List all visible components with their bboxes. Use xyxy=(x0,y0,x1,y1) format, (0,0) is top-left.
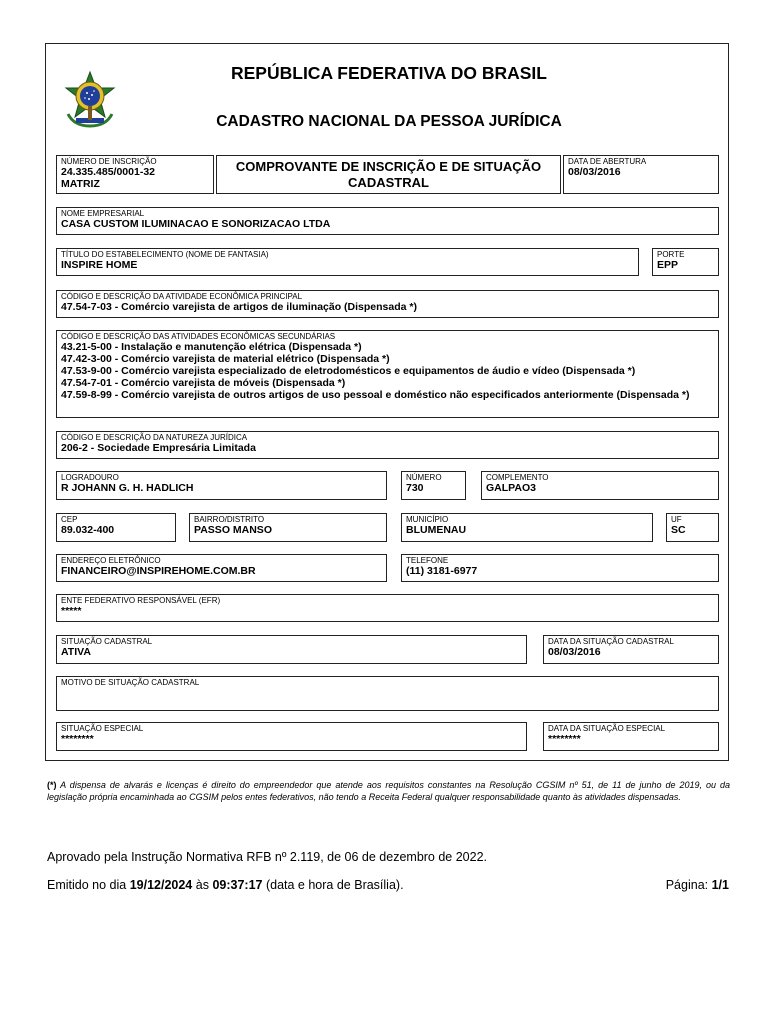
emitido-hora: 09:37:17 xyxy=(212,878,263,892)
atividade-code: 47.54-7-01 xyxy=(61,377,112,389)
abertura-value: 08/03/2016 xyxy=(568,166,621,178)
atividade-code: 47.59-8-99 xyxy=(61,389,112,401)
natureza-juridica-value: 206-2 - Sociedade Empresária Limitada xyxy=(61,442,256,454)
motivo-box xyxy=(56,676,719,711)
bairro-label: BAIRRO/DISTRITO xyxy=(194,515,265,524)
numero-label: NÚMERO xyxy=(406,473,442,482)
municipio-box xyxy=(401,513,653,542)
nome-empresarial-value: CASA CUSTOM ILUMINACAO E SONORIZACAO LTDA xyxy=(61,218,331,230)
page-title: REPÚBLICA FEDERATIVA DO BRASIL xyxy=(231,63,547,83)
nome-empresarial-label: NOME EMPRESARIAL xyxy=(61,209,145,218)
comprovante-title-line1: COMPROVANTE DE INSCRIÇÃO E DE SITUAÇÃO xyxy=(235,159,542,174)
dispensa-note xyxy=(47,780,730,803)
cep-label: CEP xyxy=(61,515,78,524)
pagina-value: 1/1 xyxy=(711,878,729,892)
atividade-desc: Comércio varejista de móveis (Dispensada *) xyxy=(121,377,346,389)
complemento-label: COMPLEMENTO xyxy=(486,473,549,482)
atividade-secundaria-item: 47.53-9-00 - Comércio varejista especializado de eletrodomésticos e equipamentos de áudio e vídeo (Dispensada *) xyxy=(61,365,636,377)
nome-empresarial-box xyxy=(56,207,719,235)
atividade-principal-desc: Comércio varejista de artigos de iluminação (Dispensada *) xyxy=(121,301,417,313)
logradouro-box xyxy=(56,471,387,500)
efr-box xyxy=(56,594,719,622)
numero-box xyxy=(401,471,466,500)
emitido-as: às xyxy=(195,878,209,892)
inscricao-label: NÚMERO DE INSCRIÇÃO xyxy=(61,157,157,166)
atividade-desc: Comércio varejista de material elétrico (Dispensada *) xyxy=(121,353,390,365)
situacao-especial-box xyxy=(56,722,527,751)
comprovante-box xyxy=(216,155,561,194)
telefone-value: (11) 3181-6977 xyxy=(406,565,478,577)
telefone-label: TELEFONE xyxy=(406,556,449,565)
inscricao-value: 24.335.485/0001-32 xyxy=(61,166,156,178)
municipio-label: MUNICÍPIO xyxy=(406,515,449,524)
atividade-principal-label: CÓDIGO E DESCRIÇÃO DA ATIVIDADE ECONÔMICA PRINCIPAL xyxy=(61,292,303,301)
porte-box xyxy=(652,248,719,276)
atividades-secundarias-label: CÓDIGO E DESCRIÇÃO DAS ATIVIDADES ECONÔMICAS SECUNDÁRIAS xyxy=(61,332,336,341)
logradouro-value: R JOHANN G. H. HADLICH xyxy=(61,482,194,494)
inscricao-tipo: MATRIZ xyxy=(61,178,100,190)
nome-fantasia-value: INSPIRE HOME xyxy=(61,259,138,271)
situacao-especial-label: SITUAÇÃO ESPECIAL xyxy=(61,724,144,733)
telefone-box xyxy=(401,554,719,582)
atividade-secundaria-item: 47.59-8-99 - Comércio varejista de outros artigos de uso pessoal e doméstico não especificados anteriormente (Dispensada *) xyxy=(61,389,690,401)
complemento-box xyxy=(481,471,719,500)
efr-label: ENTE FEDERATIVO RESPONSÁVEL (EFR) xyxy=(61,596,221,605)
emitido-suffix: (data e hora de Brasília). xyxy=(265,878,404,892)
atividade-desc: Comércio varejista especializado de eletrodomésticos e equipamentos de áudio e vídeo (Dispensada *) xyxy=(121,365,636,377)
data-situacao-especial-box xyxy=(543,722,719,751)
pagina-label: Página: xyxy=(665,878,709,892)
atividades-secundarias-box xyxy=(56,330,719,418)
bairro-value: PASSO MANSO xyxy=(194,524,272,536)
email-box xyxy=(56,554,387,582)
pagina-text xyxy=(666,878,729,892)
page-subtitle: CADASTRO NACIONAL DA PESSOA JURÍDICA xyxy=(216,113,562,130)
data-situacao-especial-value: ******** xyxy=(548,733,581,745)
natureza-code: 206-2 xyxy=(61,442,88,454)
data-situacao-label: DATA DA SITUAÇÃO CADASTRAL xyxy=(548,637,674,646)
bairro-box xyxy=(189,513,387,542)
logradouro-label: LOGRADOURO xyxy=(61,473,119,482)
comprovante-title-line2: CADASTRAL xyxy=(348,175,429,190)
atividade-desc: Comércio varejista de outros artigos de uso pessoal e doméstico não especificados anteriormente (Dispensada *) xyxy=(121,389,690,401)
atividade-secundaria-item: 47.54-7-01 - Comércio varejista de móveis (Dispensada *) xyxy=(61,377,346,389)
natureza-juridica-box xyxy=(56,431,719,459)
atividade-principal-value: 47.54-7-03 - Comércio varejista de artigos de iluminação (Dispensada *) xyxy=(61,301,417,313)
email-label: ENDEREÇO ELETRÔNICO xyxy=(61,556,161,565)
atividade-code: 47.53-9-00 xyxy=(61,365,112,377)
dispensa-note-text: A dispensa de alvarás e licenças é direito do empreendedor que atende aos requisitos constantes na Resolução CGSIM nº 51, de 11 de junho de 2019, ou da legislação própria encaminhada ao CGSIM pelos entes federativos, não tendo a Receita Federal qualquer responsabilidade quanto às atividades dispensadas. xyxy=(47,780,730,802)
emitido-prefix: Emitido no dia xyxy=(47,878,127,892)
porte-label: PORTE xyxy=(657,250,685,259)
uf-label: UF xyxy=(671,515,682,524)
complemento-value: GALPAO3 xyxy=(486,482,536,494)
situacao-especial-value: ******** xyxy=(61,733,94,745)
nome-fantasia-box xyxy=(56,248,639,276)
nome-fantasia-label: TÍTULO DO ESTABELECIMENTO (NOME DE FANTASIA) xyxy=(61,250,269,259)
data-situacao-value: 08/03/2016 xyxy=(548,646,601,658)
atividade-secundaria-item: 43.21-5-00 - Instalação e manutenção elétrica (Dispensada *) xyxy=(61,341,362,353)
uf-box xyxy=(666,513,719,542)
cep-value: 89.032-400 xyxy=(61,524,115,536)
atividade-code: 47.42-3-00 xyxy=(61,353,112,365)
numero-value: 730 xyxy=(406,482,424,494)
situacao-value: ATIVA xyxy=(61,646,91,658)
efr-value: ***** xyxy=(61,605,82,617)
dispensa-note-mark: (*) xyxy=(47,780,57,790)
porte-value: EPP xyxy=(657,259,679,271)
atividade-principal-box xyxy=(56,290,719,318)
abertura-label: DATA DE ABERTURA xyxy=(568,157,647,166)
situacao-label: SITUAÇÃO CADASTRAL xyxy=(61,637,153,646)
atividade-code: 43.21-5-00 xyxy=(61,341,112,353)
data-situacao-box xyxy=(543,635,719,664)
natureza-juridica-label: CÓDIGO E DESCRIÇÃO DA NATUREZA JURÍDICA xyxy=(61,433,248,442)
email-value: FINANCEIRO@INSPIREHOME.COM.BR xyxy=(61,565,256,577)
emitido-data: 19/12/2024 xyxy=(129,878,193,892)
inscricao-box xyxy=(56,155,214,194)
uf-value: SC xyxy=(671,524,686,536)
atividade-principal-code: 47.54-7-03 xyxy=(61,301,112,313)
atividade-desc: Instalação e manutenção elétrica (Dispensada *) xyxy=(121,341,362,353)
situacao-box xyxy=(56,635,527,664)
motivo-label: MOTIVO DE SITUAÇÃO CADASTRAL xyxy=(61,678,200,687)
abertura-box xyxy=(563,155,719,194)
cep-box xyxy=(56,513,176,542)
atividade-secundaria-item: 47.42-3-00 - Comércio varejista de material elétrico (Dispensada *) xyxy=(61,353,390,365)
aprovado-text: Aprovado pela Instrução Normativa RFB nº 2.119, de 06 de dezembro de 2022. xyxy=(47,850,488,864)
municipio-value: BLUMENAU xyxy=(406,524,467,536)
natureza-desc: Sociedade Empresária Limitada xyxy=(97,442,256,454)
data-situacao-especial-label: DATA DA SITUAÇÃO ESPECIAL xyxy=(548,724,666,733)
emitido-text xyxy=(47,878,404,892)
